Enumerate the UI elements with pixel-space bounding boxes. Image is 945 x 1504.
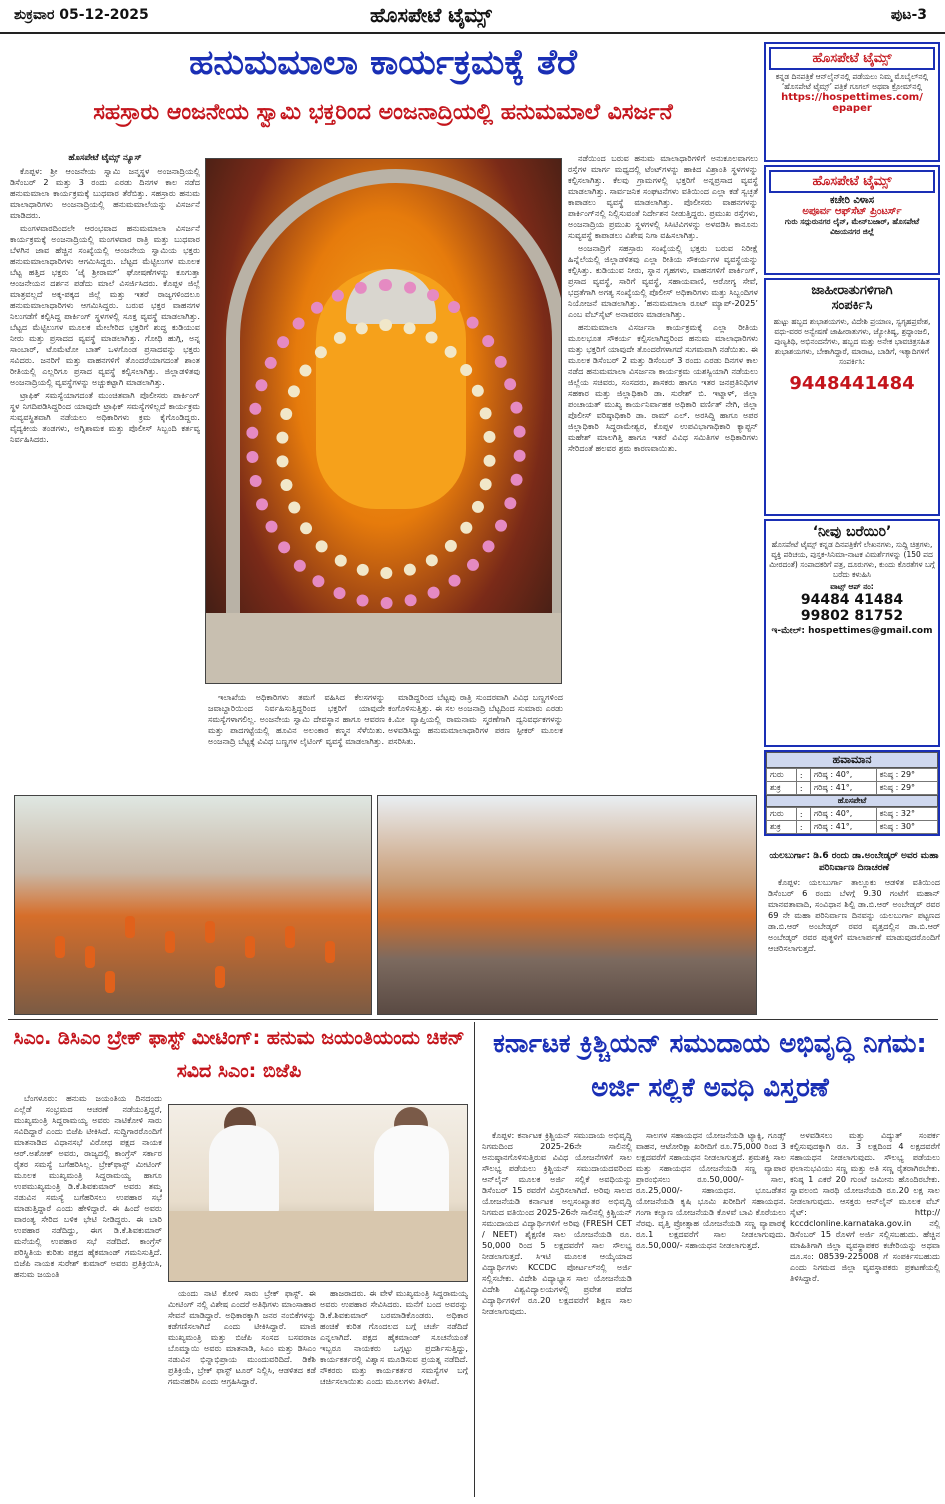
lead-paragraph: ಹನುಮಮಾಲಾ ವಿಸರ್ಜನಾ ಕಾರ್ಯಕ್ರಮಕ್ಕೆ ಎಲ್ಲಾ ರೀತಿಯ ಮೂಲಭೂತ ಸೌಕರ್ಯ ಕಲ್ಪಿಸಲಾಗಿದ್ದರಿಂದ ಹನುಮ ಮಾಲಾಧಾರಿಗಳು ಮತ್ತು ಭಕ್ತರಿಗೆ ಯಾವುದೇ ತೊಂದರೆಗಳಾಗದೆ ಸುಗಮವಾಗಿ ನಡೆಯಿತು. ಈ ಮೂಲಕ ಡಿಸೆಂಬರ್ 2 ಮತ್ತು ಡಿಸೆಂಬರ್ 3 ರಂದು ಎರಡು ದಿನಗಳ ಕಾಲ ನಡೆದ ಹನುಮಮಾಲಾ ವಿಸರ್ಜನಾ ಕಾರ್ಯಕ್ರಮ ಯಶಸ್ವಿಯಾಗಿ ನಡೆಯಲು ಜಿಲ್ಲೆಯ ಸಚಿವರು, ಸಂಸದರು, ಶಾಸಕರು ಹಾಗೂ ಇತರ ಜನಪ್ರತಿನಿಧಿಗಳ ಸಹಕಾರ ಮತ್ತು ಜಿಲ್ಲಾಧಿಕಾರಿ ಡಾ. ಸುರೇಶ್ ಬಿ. ಇಟ್ನಾಳ್, ಜಿಲ್ಲಾ ಪಂಚಾಯತ್ ಮುಖ್ಯ ಕಾರ್ಯನಿರ್ವಾಹಕ ಅಧಿಕಾರಿ ವರ್ಣಿತ್ ನೇಗಿ, ಜಿಲ್ಲಾ ಪೊಲೀಸ್ ವರಿಷ್ಠಾಧಿಕಾರಿ ಡಾ. ರಾಮ್ ಎಲ್. ಅರಸಿದ್ದಿ ಹಾಗೂ ಅಪರ ಜಿಲ್ಲಾಧಿಕಾರಿ ಸಿದ್ಧರಾಮೇಶ್ವರ, ಕೊಪ್ಪಳ ಉಪವಿಭಾಗಾಧಿಕಾರಿ ಕ್ಯಾಪ್ಟನ್ ಮಹೇಶ್ ಮಾಲಗಿತ್ತಿ ಹಾಗೂ ಇತರೆ ವಿವಿಧ ಸಮಿತಿಗಳ ಅಧಿಕಾರಿಗಳು ಸೇರಿದಂತೆ ಹಲವರ ಶ್ರಮ ಕಾರಣವಾಯಿತು. [568, 322, 758, 453]
lead-paragraph: ಟ್ರಾಫಿಕ್ ಸಮಸ್ಯೆಯಾಗದಂತೆ ಮುಂಚಿತವಾಗಿ ಪೊಲೀಸರು ಪಾರ್ಕಿಂಗ್ ಸ್ಥಳ ನಿಗದಿಪಡಿಸಿದ್ದರಿಂದ ಯಾವುದೇ ಟ್ರಾಫಿಕ್ ಸಮಸ್ಯೆಗಳಿಲ್ಲದೆ ಕಾರ್ಯಕ್ರಮ ಸುವ್ಯವಸ್ಥಿತವಾಗಿ ನಡೆಯಲು ಅಧಿಕಾರಿಗಳು ಕ್ರಮ ಕೈಗೊಂಡಿದ್ದರು. ವೈದ್ಯಕೀಯ ತಂಡಗಳು, ಅಗ್ನಿಶಾಮಕ ಮತ್ತು ಪೊಲೀಸ್ ಸಿಬ್ಬಂದಿ ಕರ್ತವ್ಯ ನಿರ್ವಹಿಸಿದರು. [10, 390, 200, 444]
whatsapp-phone-1: 94484 41484 [800, 592, 904, 608]
lead-paragraph: ಮಾಡಿದ್ದರಿಂದ ಬೆಟ್ಟವು ರಾತ್ರಿ ಸುಂದರವಾಗಿ ವಿವಿಧ ಬಣ್ಣಗಳಿಂದ ಕಂಗೊಳಿಸುತ್ತಿತ್ತು. ಈ ಸಲ ಅಂಜನಾದ್ರಿ ಬೆಟ್ಟದಿಂದ ಸುಮಾರು ಎರಡು ಕಿ.ಮೀ ವ್ಯಾಪ್ತಿಯಲ್ಲಿ ರಾಮನಾಮ ಸ್ಮರಣೆಗಾಗಿ ದ್ವನಿವರ್ಧಕಗಳನ್ನು ಅಳವಡಿಸಿದ್ದು ಹನುಮಮಾಲಾಧಾರಿಗಳ ಪಠಣ ಸ್ಪೀಕರ್ ಮೂಲಕ ಪಸರಿಸಿತು. [388, 692, 563, 746]
story3-column-3 [790, 1130, 940, 1495]
weather-table-2 [766, 807, 938, 834]
page-header [0, 0, 945, 34]
weather-city: ಹೊಸಪೇಟೆ [766, 795, 938, 807]
sidebar [764, 42, 940, 848]
ads-title: ಜಾಹೀರಾತುಗಳಿಗಾಗಿ [811, 283, 893, 298]
brief-column [768, 850, 940, 1015]
office-ad [764, 165, 940, 275]
logo: ಹೊಸಪೇಟೆ ಟೈಮ್ಸ್ [769, 47, 935, 70]
lead-paragraph: ಮಂಗಳವಾರದಿಂದಲೇ ಆರಂಭವಾದ ಹನುಮಮಾಲಾ ವಿಸರ್ಜನೆ ಕಾರ್ಯಕ್ರಮಕ್ಕೆ ಅಂಜನಾದ್ರಿಯಲ್ಲಿ ಮಂಗಳವಾರ ರಾತ್ರಿ ಮತ್ತು ಬುಧವಾರ ಬೆಳಗಿನ ಜಾವ ಹೆಚ್ಚಿನ ಸಂಖ್ಯೆಯಲ್ಲಿ ಆಂಜನೇಯ ಸ್ವಾಮಿಯ ಭಕ್ತರು ಹನುಮಮಾಲಾಧಾರಿಗಳು ಆಗಮಿಸಿದ್ದರು. ಬೆಟ್ಟದ ಮೆಟ್ಟಿಲುಗಳ ಮೂಲಕ ಬೆಟ್ಟ ಹತ್ತಿದ ಭಕ್ತರು ‘ಜೈ ಶ್ರೀರಾಮ್’ ಘೋಷಣೆಗಳನ್ನು ಕೂಗುತ್ತಾ ಆಂಜನೇಯನ ದರ್ಶನ ಪಡೆದು ಮಾಲೆ ವಿಸರ್ಜಿಸಿದರು. ಕೊಪ್ಪಳ ಜಿಲ್ಲೆ ಮಾತ್ರವಲ್ಲದೆ ಅಕ್ಕ-ಪಕ್ಕದ ಜಿಲ್ಲೆ ಮತ್ತು ಇತರೆ ರಾಜ್ಯಗಳಿಂದಲೂ ಹನುಮಮಾಲಾಧಾರಿಗಳು ಆಗಮಿಸಿದ್ದರು. ಬರುವ ಭಕ್ತರ ವಾಹನಗಳ ನಿಲುಗಡೆಗೆ ಕಲ್ಪಿಸಿದ್ದ ಪಾರ್ಕಿಂಗ್ ಸ್ಥಳಗಳಲ್ಲಿ ಸೂಕ್ತ ವ್ಯವಸ್ಥೆ ಮಾಡಲಾಗಿತ್ತು. ಬೆಟ್ಟದ ಮೆಟ್ಟಿಲುಗಳ ಮೂಲಕ ಮೇಲೇರಿದ ಭಕ್ತರಿಗೆ ಶುದ್ಧ ಕುಡಿಯುವ ನೀರು ಮತ್ತು ಪ್ರಸಾದದ ವ್ಯವಸ್ಥೆ ಮಾಡಲಾಗಿತ್ತು. ಗೋಧಿ ಹುಗ್ಗಿ, ಅನ್ನ ಸಾಂಬಾರ್, ಟೊಮೆಟೋ ಬಾತ್ ಒಳಗೊಂಡ ಪ್ರಸಾದವನ್ನು ಭಕ್ತರು ಸವಿದರು. ಜನರಿಗೆ ಮತ್ತು ವಾಹನಗಳಿಗೆ ತೊಂದರೆಯಾಗದಂತೆ ಶಾಂತ ರೀತಿಯಲ್ಲಿ ಎಲ್ಲರಿಗೂ ಪ್ರಸಾದ ವ್ಯವಸ್ಥೆ ಕಲ್ಪಿಸಲಾಗಿತ್ತು. ಜಿಲ್ಲಾಡಳಿತವು ಅಂಜನಾದ್ರಿಯಲ್ಲಿ ವ್ಯವಸ್ಥೆಗಳನ್ನು ಅಚ್ಚುಕಟ್ಟಾಗಿ ಮಾಡಲಾಗಿತ್ತು. [10, 223, 200, 387]
brief-title: ಯಲಬುರ್ಗಾ: ಡಿ.6 ರಂದು ಡಾ.ಅಂಬೇಡ್ಕರ್ ಅವರ ಮಹಾ ಪರಿನಿರ್ವಾಣ ದಿನಾಚರಣೆ [769, 851, 939, 873]
story3-text: ಕೊಪ್ಪಳ: ಕರ್ನಾಟಕ ಕ್ರಿಶ್ಚಿಯನ್ ಸಮುದಾಯ ಅಭಿವೃದ್ಧಿ ನಿಗಮದಿಂದ 2025-26ನೇ ಸಾಲಿನಲ್ಲಿ ಅನುಷ್ಠಾನಗೊಳಿಸುತ್ತಿರುವ ವಿವಿಧ ಯೋಜನೆಗಳಿಗೆ ಸಾಲ ಸೌಲಭ್ಯ ಪಡೆಯಲು ಕ್ರಿಶ್ಚಿಯನ್ ಸಮುದಾಯದವರಿಂದ ಆನ್‌ಲೈನ್ ಮೂಲಕ ಅರ್ಜಿ ಸಲ್ಲಿಕೆ ಅವಧಿಯನ್ನು ಡಿಸೆಂಬರ್ 15 ರವರೆಗೆ ವಿಸ್ತರಿಸಲಾಗಿದೆ. ಅರಿವು ಸಾಲದ ಯೋಜನೆಯಡಿ ಕರ್ನಾಟಕ ಅಲ್ಪಸಂಖ್ಯಾತರ ಅಭಿವೃದ್ಧಿ ನಿಗಮದ ವತಿಯಿಂದ 2025-26ನೇ ಸಾಲಿನಲ್ಲಿ ಕ್ರಿಶ್ಚಿಯನ್ ಸಮುದಾಯದ ವಿದ್ಯಾರ್ಥಿಗಳಿಗೆ ಅರಿವು (FRESH CET / NEET) ಶೈಕ್ಷಣಿಕ ಸಾಲ ಯೋಜನೆಯಡಿ ರೂ. 50,000 ರಿಂದ 5 ಲಕ್ಷದವರೆಗೆ ಸಾಲ ಸೌಲಭ್ಯ ನೀಡಲಾಗುತ್ತದೆ. ಸಿಇಟಿ ಮೂಲಕ ಆಯ್ಕೆಯಾದ ವಿದ್ಯಾರ್ಥಿಗಳು KCCDC ಪೋರ್ಟಲ್‌ನಲ್ಲಿ ಅರ್ಜಿ ಸಲ್ಲಿಸಬೇಕು. ವಿದೇಶಿ ವಿದ್ಯಾಭ್ಯಾಸ ಸಾಲ ಯೋಜನೆಯಡಿ ವಿದೇಶಿ ವಿಶ್ವವಿದ್ಯಾಲಯಗಳಲ್ಲಿ ಪ್ರವೇಶ ಪಡೆದ ವಿದ್ಯಾರ್ಥಿಗಳಿಗೆ ರೂ.20 ಲಕ್ಷದವರೆಗೆ ಶಿಕ್ಷಣ ಸಾಲ ನೀಡಲಾಗುವುದು. [482, 1130, 632, 1316]
weather-row: ಗುರು : ಗರಿಷ್ಠ : 40°, ಕನಿಷ್ಠ : 32° [767, 808, 938, 821]
epaper-ad [764, 42, 940, 162]
lead-column-1 [10, 153, 200, 785]
weather-table-1 [766, 768, 938, 795]
lead-subhead: ಸಹಸ್ರಾರು ಆಂಜನೇಯ ಸ್ವಾಮಿ ಭಕ್ತರಿಂದ ಅಂಜನಾದ್ರಿಯಲ್ಲಿ ಹನುಮಮಾಲೆ ವಿಸರ್ಜನೆ [93, 100, 673, 125]
masthead: ಹೊಸಪೇಟೆ ಟೈಮ್ಸ್ [370, 3, 492, 27]
story3-text: ಸಾಲಗಳ ಸಹಾಯಧನ ಯೋಜನೆಯಡಿ ಟ್ಯಾಕ್ಸಿ, ಗೂಡ್ಸ್ ವಾಹನ, ಆಟೋರಿಕ್ಷಾ ಖರೀದಿಗೆ ರೂ.75,000 ರಿಂದ 3 ಲಕ್ಷದವರೆಗೆ ಸಹಾಯಧನ ನೀಡಲಾಗುತ್ತದೆ. ಶ್ರಮಶಕ್ತಿ ಸಾಲ ಮತ್ತು ಸಹಾಯಧನ ಯೋಜನೆಯಡಿ ಸಣ್ಣ ವ್ಯಾಪಾರ ಪ್ರಾರಂಭಿಸಲು ರೂ.50,000/- ಸಾಲ, ರೂ.25,000/- ಸಹಾಯಧನ. ಭೂಒಡೆತನ ಯೋಜನೆಯಡಿ ಕೃಷಿ ಭೂಮಿ ಖರೀದಿಗೆ ಸಹಾಯಧನ. ಗಂಗಾ ಕಲ್ಯಾಣ ಯೋಜನೆಯಡಿ ಕೊಳವೆ ಬಾವಿ ಕೊರೆಯಲು ನೆರವು. ವೃತ್ತಿ ಪ್ರೋತ್ಸಾಹ ಯೋಜನೆಯಡಿ ಸಣ್ಣ ವ್ಯಾಪಾರಕ್ಕೆ ರೂ.1 ಲಕ್ಷದವರೆಗೆ ಸಾಲ ನೀಡಲಾಗುವುದು. ರೂ.50,000/- ಸಹಾಯಧನ ನೀಡಲಾಗುತ್ತದೆ. [636, 1130, 786, 1250]
deity-photo [205, 158, 562, 684]
story3-text: ಅಳವಡಿಸಲು ಮತ್ತು ವಿದ್ಯುತ್ ಸಂಪರ್ಕ ಕಲ್ಪಿಸುವುದಕ್ಕಾಗಿ ರೂ. 3 ಲಕ್ಷದಿಂದ 4 ಲಕ್ಷದವರೆಗೆ ಸಹಾಯಧನ ನೀಡಲಾಗುವುದು. ಸೌಲಭ್ಯ ಪಡೆಯಲು ಫಲಾನುಭವಿಯು ಸಣ್ಣ ಮತ್ತು ಅತಿ ಸಣ್ಣ ರೈತರಾಗಿರಬೇಕು. ಕನಿಷ್ಠ 1 ಎಕರೆ 20 ಗುಂಟೆ ಜಮೀನು ಹೊಂದಿರಬೇಕು. ಸ್ವಾವಲಂಬಿ ಸಾರಥಿ ಯೋಜನೆಯಡಿ ರೂ.20 ಲಕ್ಷ ಸಾಲ ನೀಡಲಾಗುವುದು. ಆಸಕ್ತರು ಆನ್‌ಲೈನ್ ಮೂಲಕ ವೆಬ್ ಸೈಟ್: http:// kccdclonline.karnataka.gov.in ನಲ್ಲಿ ಡಿಸೆಂಬರ್ 15 ರೊಳಗೆ ಅರ್ಜಿ ಸಲ್ಲಿಸಬಹುದು. ಹೆಚ್ಚಿನ ಮಾಹಿತಿಗಾಗಿ ಜಿಲ್ಲಾ ವ್ಯವಸ್ಥಾಪಕರ ಕಚೇರಿಯನ್ನು ಅಥವಾ ದೂ.ಸಂ: 08539-225008 ಗೆ ಸಂಪರ್ಕಿಸಬಹುದು ಎಂದು ನಿಗಮದ ಜಿಲ್ಲಾ ವ್ಯವಸ್ಥಾಪಕರು ಪ್ರಕಟಣೆಯಲ್ಲಿ ತಿಳಿಸಿದ್ದಾರೆ. [790, 1130, 940, 1283]
crowd-photo-2 [377, 795, 757, 1015]
office-address: ಗುರು ಸದ್ಗುರುನಗರ ಲೈನ್, ಮೇನ್‌ಬಜಾರ್, ಹೊಸಪೇಟೆ ವಿಜಯನಗರ ಜಿಲ್ಲೆ [784, 217, 920, 236]
story2-text: ಹಾಜರಾದರು. ಈ ವೇಳೆ ಮುಖ್ಯಮಂತ್ರಿ ಸಿದ್ದರಾಮಯ್ಯ ಅವರು ಉಪಹಾರ ಸೇವಿಸಿದರು. ಮನೆಗೆ ಬಂದ ಅವರನ್ನು ಡಿ.ಕೆ.ಶಿವಕುಮಾರ್ ಬರಮಾಡಿಕೊಂಡರು. ಅಧಿಕಾರ ಹಂಚಿಕೆ ಕುರಿತ ಗೊಂದಲದ ಬಗ್ಗೆ ಚರ್ಚೆ ನಡೆದಿದೆ ಎನ್ನಲಾಗಿದೆ. ಪಕ್ಷದ ಹೈಕಮಾಂಡ್ ಸೂಚನೆಯಂತೆ ಇಬ್ಬರೂ ನಾಯಕರು ಒಗ್ಗಟ್ಟು ಪ್ರದರ್ಶಿಸುತ್ತಿದ್ದು, ಕಾರ್ಯಕರ್ತರಲ್ಲಿ ವಿಶ್ವಾಸ ಮೂಡಿಸುವ ಪ್ರಯತ್ನ ನಡೆದಿದೆ. ನೌಕರರು ಮತ್ತು ಕಾರ್ಯಕರ್ತರ ಸಮಸ್ಯೆಗಳ ಬಗ್ಗೆ ಚರ್ಚಿಸಲಾಯಿತು ಎಂದು ಮೂಲಗಳು ತಿಳಿಸಿವೆ. [320, 1288, 468, 1386]
ads-contact [764, 278, 940, 516]
story3-headline: ಕರ್ನಾಟಕ ಕ್ರಿಶ್ಚಿಯನ್ ಸಮುದಾಯ ಅಭಿವೃದ್ಧಿ ನಿಗಮ: ಅರ್ಜಿ ಸಲ್ಲಿಕೆ ಅವಧಿ ವಿಸ್ತರಣೆ [493, 1029, 927, 1103]
story2-column-3 [320, 1288, 468, 1493]
lead-column-2 [208, 692, 385, 788]
crowd-photo-1 [14, 795, 372, 1015]
lead-column-3 [568, 153, 758, 785]
printer-name: ಅಪೂರ್ವ ಆಫ್‌ಸೆಟ್ ಪ್ರಿಂಟರ್ಸ್ [802, 206, 902, 217]
email-address[interactable]: hospettimes@gmail.com [808, 626, 933, 636]
lead-paragraph: ಇಲಾಖೆಯ ಅಧಿಕಾರಿಗಳು ತಮಗೆ ವಹಿಸಿದ ಕೆಲಸಗಳನ್ನು ಜವಾಬ್ದಾರಿಯಿಂದ ನಿರ್ವಹಿಸುತ್ತಿದ್ದರಿಂದ ಭಕ್ತರಿಗೆ ಯಾವುದೇ ಸಮಸ್ಯೆಗಳಾಗಲಿಲ್ಲ. ಅಂಜನೇಯ ಸ್ವಾಮಿ ದೇವಸ್ಥಾನ ಹಾಗೂ ಆವರಣ ಮತ್ತು ಪಾದಗಟ್ಟೆಯಲ್ಲಿ ಹೂವಿನ ಅಲಂಕಾರ ಕಣ್ಮನ ಸೆಳೆಯಿತು. ಅಂಜನಾದ್ರಿ ಬೆಟ್ಟಕ್ಕೆ ವಿವಿಧ ಬಣ್ಣಗಳ ಲೈಟಿಂಗ್ ವ್ಯವಸ್ಥೆ ಮಾಡಲಾಗಿತ್ತು. [208, 692, 385, 746]
weather-row: ಗುರು : ಗರಿಷ್ಠ : 40°, ಕನಿಷ್ಠ : 29° [767, 769, 938, 782]
lead-paragraph: ಕೊಪ್ಪಳ: ಶ್ರೀ ಆಂಜನೇಯ ಸ್ವಾಮಿ ಜನ್ಮಸ್ಥಳ ಅಂಜನಾದ್ರಿಯಲ್ಲಿ ಡಿಸೆಂಬರ್ 2 ಮತ್ತು 3 ರಂದು ಎರಡು ದಿನಗಳ ಕಾಲ ನಡೆದ ಹನುಮಮಾಲಾ ಕಾರ್ಯಕ್ರಮಕ್ಕೆ ಬುಧವಾರ ತೆರೆಬಿತ್ತು. ಸಹಸ್ರಾರು ಹನುಮ ಮಾಲಾಧಾರಿಗಳು ಅಂಜನಾದ್ರಿಯಲ್ಲಿ ಹನುಮಮಾಲೆಯನ್ನು ವಿಸರ್ಜನೆ ಮಾಡಿದರು. [10, 166, 200, 220]
ads-subtitle: ಸಂಪರ್ಕಿಸಿ [831, 298, 873, 313]
lead-headline: ಹನುಮಮಾಲಾ ಕಾರ್ಯಕ್ರಮಕ್ಕೆ ತೆರೆ [189, 42, 577, 83]
ads-phone: 9448441484 [789, 373, 915, 394]
lead-column-3a [388, 692, 563, 788]
whatsapp-phone-2: 99802 81752 [800, 608, 904, 624]
weather-box [764, 750, 940, 836]
story2-text: ಯಂದು ನಾಟಿ ಕೋಳಿ ಸಾರು ಬ್ರೇಕ್ ಫಾಸ್ಟ್. ಈ ಮೀಟಿಂಗ್ ನಲ್ಲಿ ವಿಶೇಷ ಎಂದರೆ ಅತಿಥಿಗಳು ಮಾಂಸಾಹಾರ ಸೇವನೆ ಮಾಡಿದ್ದಾರೆ. ಅಧಿಕಾರಕ್ಕಾಗಿ ಜನರ ನಂಬಿಕೆಗಳನ್ನು ಕಡೆಗಣಿಸಲಾಗಿದೆ ಎಂದು ಟೀಕಿಸಿದ್ದಾರೆ. ಮಾಜಿ ಮುಖ್ಯಮಂತ್ರಿ ಮತ್ತು ಬಿಜೆಪಿ ಸಂಸದ ಬಸವರಾಜ ಬೊಮ್ಮಾಯಿ ಅವರು ಮಾತನಾಡಿ, ಸಿಎಂ ಮತ್ತು ಡಿಸಿಎಂ ನಡುವಿನ ಭಿನ್ನಾಭಿಪ್ರಾಯ ಮುಂದುವರಿದಿದೆ. ಡಿಕೆಶಿ ಪ್ರತಿಕ್ರಿಯೆ, ಬ್ರೇಕ್ ಫಾಸ್ಟ್ ಟೂರ್ ನಿಲ್ಲಿಸಿ, ಆಡಳಿತದ ಕಡೆ ಗಮನಹರಿಸಿ ಎಂದು ಆಗ್ರಹಿಸಿದ್ದಾರೆ. [168, 1288, 316, 1386]
write-text: ಹೊಸಪೇಟೆ ಟೈಮ್ಸ್ ಕನ್ನಡ ದಿನಪತ್ರಿಕೆಗೆ ಲೇಖನಗಳು, ಸುದ್ದಿ ಚಿತ್ರಗಳು, ವ್ಯಕ್ತಿ ಪರಿಚಯ, ಪುಸ್ತಕ-ಸಿನಿಮಾ-ನಾಟಕ ವಿಮರ್ಶೆಗಳನ್ನು (150 ಪದ ಮೀರದಂತೆ) ಸಂಪಾದಕರಿಗೆ ಪತ್ರ, ದೂರುಗಳು, ಕುಂದು ಕೊರತೆಗಳ ಬಗ್ಗೆ ಬರೆದು ಕಳುಹಿಸಿ [769, 540, 935, 579]
lead-paragraph: ನಡೆಯಿಂದ ಬರುವ ಹನುಮ ಮಾಲಾಧಾರಿಗಳಿಗೆ ಅನುಕೂಲವಾಗಲು ರಸ್ತೆಗಳ ಮಾರ್ಗ ಮಧ್ಯದಲ್ಲಿ ಟೆಂಟ್‌ಗಳನ್ನು ಹಾಕಿದ ವಿಶ್ರಾಂತಿ ಸ್ಥಳಗಳನ್ನು ಕಲ್ಪಿಸಲಾಗಿತ್ತು. ಕೆಲವು ಗ್ರಾಮಗಳಲ್ಲಿ ಭಕ್ತರಿಗೆ ಅನ್ನಪ್ರಸಾದ ವ್ಯವಸ್ಥೆ ಮಾಡಲಾಗಿತ್ತು. ಸಾರ್ವಜನಿಕ ಸಂಘಟನೆಗಳು ವತಿಯಿಂದ ಎಲ್ಲಾ ಕಡೆ ಸ್ವಚ್ಛತೆ ಕಾಪಾಡಲು ವ್ಯವಸ್ಥೆ ಮಾಡಲಾಗಿತ್ತು. ಪೊಲೀಸರು ವಾಹನಗಳನ್ನು ಪಾರ್ಕಿಂಗ್‌ನಲ್ಲಿ ನಿಲ್ಲಿಸುವಂತೆ ನಿರ್ದೇಶನ ನೀಡುತ್ತಿದ್ದರು. ಪ್ರಮುಖ ರಸ್ತೆಗಳು, ಅಂಜನಾದ್ರಿಯ ಪ್ರಮುಖ ಸ್ಥಳಗಳಲ್ಲಿ ಸಿಸಿಟಿವಿಗಳನ್ನು ಅಳವಡಿಸಿ ಕಾನೂನು ಸುವ್ಯವಸ್ಥೆ ಕಾಪಾಡಲು ವಿಶೇಷ ನಿಗಾ ವಹಿಸಲಾಗಿತ್ತು. [568, 153, 758, 240]
logo: ಹೊಸಪೇಟೆ ಟೈಮ್ಸ್ [769, 170, 935, 193]
weather-title: ಹವಾಮಾನ [766, 752, 938, 768]
issue-date: ಶುಕ್ರವಾರ 05-12-2025 [14, 7, 149, 23]
byline: ಹೊಸಪೇಟೆ ಟೈಮ್ಸ್ ನ್ಯೂಸ್ [68, 153, 142, 163]
story2-column-1 [14, 1093, 162, 1493]
write-title: ‘ನೀವು ಬರೆಯಿರಿ’ [812, 524, 892, 540]
story2-headline: ಸಿಎಂ. ಡಿಸಿಎಂ ಬ್ರೇಕ್ ಫಾಸ್ಟ್ ಮೀಟಿಂಗ್: ಹನುಮ ಜಯಂತಿಯಂದು ಚಿಕನ್ ಸವಿದ ಸಿಎಂ: ಬಿಜೆಪಿ [13, 1027, 465, 1082]
story3-column-2 [636, 1130, 786, 1495]
lead-paragraph: ಅಂಜನಾದ್ರಿಗೆ ಸಹಸ್ರಾರು ಸಂಖ್ಯೆಯಲ್ಲಿ ಭಕ್ತರು ಬರುವ ನಿರೀಕ್ಷೆ ಹಿನ್ನೆಲೆಯಲ್ಲಿ ಜಿಲ್ಲಾಡಳಿತವು ಎಲ್ಲಾ ರೀತಿಯ ಸೌಕರ್ಯಗಳ ವ್ಯವಸ್ಥೆಯನ್ನು ಕಲ್ಪಿಸಿತ್ತು. ಕುಡಿಯುವ ನೀರು, ಸ್ನಾನ ಗೃಹಗಳು, ವಾಹನಗಳಿಗೆ ಪಾರ್ಕಿಂಗ್, ಪ್ರಸಾದ ವ್ಯವಸ್ಥೆ, ಸಾರಿಗೆ ವ್ಯವಸ್ಥೆ, ಸಹಾಯವಾಣಿ, ಆರೋಗ್ಯ ಸೇವೆ, ಭದ್ರತೆಗಾಗಿ ಅಗತ್ಯ ಸಂಖ್ಯೆಯಲ್ಲಿ ಪೊಲೀಸ್ ಅಧಿಕಾರಿಗಳು ಮತ್ತು ಸಿಬ್ಬಂದಿಗಳ ನಿಯೋಜನೆ ಮಾಡಲಾಗಿತ್ತು. ‘ಹನುಮಮಾಲಾ ರೂಟ್ ಮ್ಯಾಪ್-2025’ ಎಂಬ ವೆಬ್‌ಸೈಟ್ ಅನಾವರಣ ಮಾಡಲಾಗಿತ್ತು. [568, 243, 758, 319]
story3-column-1 [482, 1130, 632, 1495]
weather-row: ಶುಕ್ರ : ಗರಿಷ್ಠ : 41°, ಕನಿಷ್ಠ : 29° [767, 782, 938, 795]
story2-column-2 [168, 1288, 316, 1493]
email-label: ಇ-ಮೇಲ್: [771, 626, 805, 636]
brief-text: ಕೊಪ್ಪಳ: ಯಲಬುರ್ಗಾ ತಾಲ್ಲೂಕು ಆಡಳಿತ ವತಿಯಿಂದ ಡಿಸೆಂಬರ್ 6 ರಂದು ಬೆಳಗ್ಗೆ 9.30 ಗಂಟೆಗೆ ಮಹಾನ್ ಮಾನವತಾವಾದಿ, ಸಂವಿಧಾನ ಶಿಲ್ಪಿ ಡಾ.ಬಿ.ಆರ್ ಅಂಬೇಡ್ಕರ್ ರವರ 69 ನೇ ಮಹಾ ಪರಿನಿರ್ವಾಣ ದಿನವನ್ನು ಯಲಬುರ್ಗಾ ಪಟ್ಟಣದ ಡಾ.ಬಿ.ಆರ್ ಅಂಬೇಡ್ಕರ್ ರವರ ವೃತ್ತದಲ್ಲಿನ ಡಾ.ಬಿ.ಆರ್ ಅಂಬೇಡ್ಕರ್ ರವರ ಪುತ್ಥಳಿಗೆ ಮಾಲಾರ್ಪಣೆ ಮಾಡುವುದರೊಂದಿಗೆ ಆಚರಿಸಲಾಗುತ್ತದೆ. [768, 877, 940, 953]
write-to-us [764, 519, 940, 747]
ads-text: ಹುಟ್ಟು ಹಬ್ಬದ ಶುಭಾಶಯಗಳು, ವಿದೇಶಿ ಪ್ರಯಾಣ, ಸ್ವಗೃಹಪ್ರವೇಶ, ವಧು-ವರರ ಅನ್ವೇಷಣೆ ಜಾಹೀರಾತುಗಳು, ಜ್ಯೋತಿಷ್ಯ, ಶ್ರದ್ಧಾಂಜಲಿ, ಪುಣ್ಯತಿಥಿ, ಅಭಿನಂದನೆಗಳು, ಹಬ್ಬದ ಮತ್ತು ಅನೇಕ ಭಾವಚಿತ್ರಸಹಿತ ಶುಭಾಶಯಗಳು, ಬೇಕಾಗಿದ್ದಾರೆ, ಮಾರಾಟ, ಬಾಡಿಗೆ, ಇತ್ಯಾದಿಗಳಿಗೆ ಸಂಪರ್ಕಿಸಿ: [773, 317, 931, 366]
cm-dcm-photo [168, 1104, 468, 1282]
epaper-link[interactable]: https://hospettimes.com/ epaper [781, 92, 923, 114]
page-number: ಪುಟ-3 [890, 7, 927, 23]
office-label: ಕಚೇರಿ ವಿಳಾಸ [829, 195, 875, 206]
ad-text: ಕನ್ನಡ ದಿನಪತ್ರಿಕೆ ಆನ್‌ಲೈನ್‌ನಲ್ಲಿ ಪಡೆಯಲು ನಿಮ್ಮ ಮೊಬೈಲ್‌ನಲ್ಲಿ ‘ಹೊಸಪೇಟೆ ಟೈಮ್ಸ್’ ಪತ್ರಿಕೆ ಗೂಗಲ್ ಅಥವಾ ಕ್ರೋಮ್‌ನಲ್ಲಿ [775, 72, 929, 91]
weather-row: ಶುಕ್ರ : ಗರಿಷ್ಠ : 41°, ಕನಿಷ್ಠ : 30° [767, 821, 938, 834]
whatsapp-label: ವಾಟ್ಸ್ ಆಪ್ ನಂ: [830, 582, 874, 591]
story2-text: ಬೆಂಗಳೂರು: ಹನುಮ ಜಯಂತಿಯ ದಿನದಂದು ಎಲ್ಲೆಡೆ ಸಂಭ್ರಮದ ಆಚರಣೆ ನಡೆಯುತ್ತಿದ್ದರೆ, ಮುಖ್ಯಮಂತ್ರಿ ಸಿದ್ದರಾಮಯ್ಯ ಅವರು ನಾಟಿಕೋಳಿ ಸಾರು ಸವಿದಿದ್ದಾರೆ ಎಂದು ಬಿಜೆಪಿ ಟೀಕಿಸಿದೆ. ಸುದ್ದಿಗಾರರೊಂದಿಗೆ ಮಾತನಾಡಿದ ವಿಧಾನಸಭೆ ವಿರೋಧ ಪಕ್ಷದ ನಾಯಕ ಆರ್.ಅಶೋಕ್ ಅವರು, ರಾಜ್ಯದಲ್ಲಿ ಕಾಂಗ್ರೆಸ್ ಸರ್ಕಾರ ರೈತರ ಸಮಸ್ಯೆ ಬಗೆಹರಿಸಿಲ್ಲ. ಬ್ರೇಕ್‌ಫಾಸ್ಟ್ ಮೀಟಿಂಗ್ ಮೂಲಕ ಮುಖ್ಯಮಂತ್ರಿ ಸಿದ್ದರಾಮಯ್ಯ ಹಾಗೂ ಉಪಮುಖ್ಯಮಂತ್ರಿ ಡಿ.ಕೆ.ಶಿವಕುಮಾರ್ ಅವರು ತಮ್ಮ ನಡುವಿನ ಸಮಸ್ಯೆ ಬಗೆಹರಿಸಲು ಉಪಹಾರ ಸಭೆ ಮಾಡುತ್ತಿದ್ದಾರೆ ಎಂದು ಹೇಳಿದ್ದಾರೆ. ಈ ಹಿಂದೆ ಅವರು ವಾರಂತ್ಯ ಸೇರಿದ ಬಳಿಕ ಭೇಟಿ ನೀಡಿದ್ದರು. ಈ ಬಾರಿ ಉಪಹಾರ ನಡೆದಿದ್ದು, ಈಗ ಡಿ.ಕೆ.ಶಿವಕುಮಾರ್ ಮನೆಯಲ್ಲಿ ಉಪಹಾರ ಸಭೆ ನಡೆದಿದೆ. ಕಾಂಗ್ರೆಸ್ ಪರಿಸ್ಥಿತಿಯ ಕುರಿತು ಪಕ್ಷದ ಹೈಕಮಾಂಡ್ ಗಮನಿಸುತ್ತಿದೆ. ಬಿಜೆಪಿ ನಾಯಕ ಸುರೇಶ್ ಕುಮಾರ್ ಅವರು ಪ್ರತಿಕ್ರಿಯಿಸಿ, ಹನುಮ ಜಯಂತಿ [14, 1093, 162, 1279]
